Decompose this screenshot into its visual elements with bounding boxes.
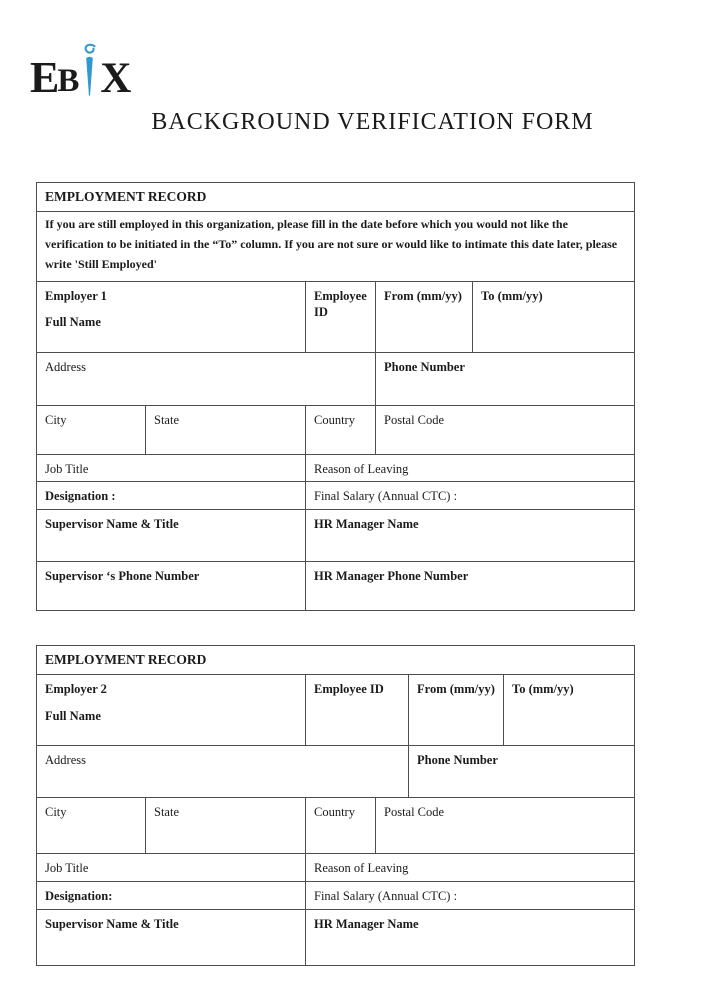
address-cell: Address bbox=[37, 352, 376, 405]
to-date-cell: To (mm/yy) bbox=[504, 675, 635, 746]
fullname-label: Full Name bbox=[45, 315, 101, 330]
postal-code-cell: Postal Code bbox=[376, 798, 635, 854]
hr-manager-name-cell: HR Manager Name bbox=[306, 510, 635, 562]
supervisor-phone-cell: Supervisor ‘s Phone Number bbox=[37, 562, 306, 611]
employer2-fullname-cell bbox=[37, 675, 306, 746]
employer1-fullname-cell bbox=[37, 281, 306, 352]
state-cell: State bbox=[146, 798, 306, 854]
logo-letter-e: E bbox=[30, 52, 59, 102]
logo-letter-x: X bbox=[100, 54, 132, 102]
table-row bbox=[37, 352, 635, 405]
employment-record-table-1 bbox=[36, 182, 635, 611]
address-cell: Address bbox=[37, 746, 409, 798]
table-row bbox=[37, 562, 635, 611]
from-date-cell: From (mm/yy) bbox=[376, 281, 473, 352]
table-row bbox=[37, 909, 635, 965]
final-salary-cell: Final Salary (Annual CTC) : bbox=[306, 882, 635, 910]
final-salary-cell: Final Salary (Annual CTC) : bbox=[306, 482, 635, 510]
table-row bbox=[37, 646, 635, 675]
designation-cell: Designation : bbox=[37, 482, 306, 510]
reason-of-leaving-cell: Reason of Leaving bbox=[306, 854, 635, 882]
employer1-label: Employer 1 bbox=[45, 288, 107, 303]
table-row bbox=[37, 882, 635, 910]
job-title-cell: Job Title bbox=[37, 454, 306, 482]
phone-number-cell: Phone Number bbox=[376, 352, 635, 405]
table-row bbox=[37, 405, 635, 454]
fullname-label: Full Name bbox=[45, 709, 101, 724]
hr-manager-phone-cell: HR Manager Phone Number bbox=[306, 562, 635, 611]
job-title-cell: Job Title bbox=[37, 854, 306, 882]
table-row bbox=[37, 854, 635, 882]
torch-icon bbox=[81, 42, 98, 97]
employment-record-table-2 bbox=[36, 645, 635, 966]
phone-number-cell: Phone Number bbox=[409, 746, 635, 798]
supervisor-name-cell: Supervisor Name & Title bbox=[37, 510, 306, 562]
ebix-logo bbox=[30, 42, 132, 102]
table-row bbox=[37, 482, 635, 510]
logo-letter-b: B bbox=[57, 63, 80, 100]
table-row bbox=[37, 675, 635, 746]
country-cell: Country bbox=[306, 405, 376, 454]
section-header-cell: EMPLOYMENT RECORD bbox=[37, 183, 635, 212]
supervisor-name-cell: Supervisor Name & Title bbox=[37, 909, 306, 965]
page-title: BACKGROUND VERIFICATION FORM bbox=[151, 109, 594, 135]
designation-cell: Designation: bbox=[37, 882, 306, 910]
employee-id-cell: Employee ID bbox=[306, 281, 376, 352]
employer2-label: Employer 2 bbox=[45, 682, 107, 697]
employee-id-cell: Employee ID bbox=[306, 675, 409, 746]
city-cell: City bbox=[37, 405, 146, 454]
reason-of-leaving-cell: Reason of Leaving bbox=[306, 454, 635, 482]
table-row bbox=[37, 798, 635, 854]
table-row bbox=[37, 746, 635, 798]
country-cell: Country bbox=[306, 798, 376, 854]
table-row bbox=[37, 510, 635, 562]
table-row bbox=[37, 281, 635, 352]
table-row bbox=[37, 212, 635, 281]
table-row bbox=[37, 183, 635, 212]
city-cell: City bbox=[37, 798, 146, 854]
table-row bbox=[37, 454, 635, 482]
state-cell: State bbox=[146, 405, 306, 454]
section-header-cell: EMPLOYMENT RECORD bbox=[37, 646, 635, 675]
to-date-cell: To (mm/yy) bbox=[473, 281, 635, 352]
postal-code-cell: Postal Code bbox=[376, 405, 635, 454]
instructions-cell: If you are still employed in this organization, please fill in the date before which you would not like the verification to be initiated in the “To” column. If you are not sure or would like to intimate this date later, please write 'Still Employed' bbox=[37, 212, 635, 281]
from-date-cell: From (mm/yy) bbox=[409, 675, 504, 746]
hr-manager-name-cell: HR Manager Name bbox=[306, 909, 635, 965]
